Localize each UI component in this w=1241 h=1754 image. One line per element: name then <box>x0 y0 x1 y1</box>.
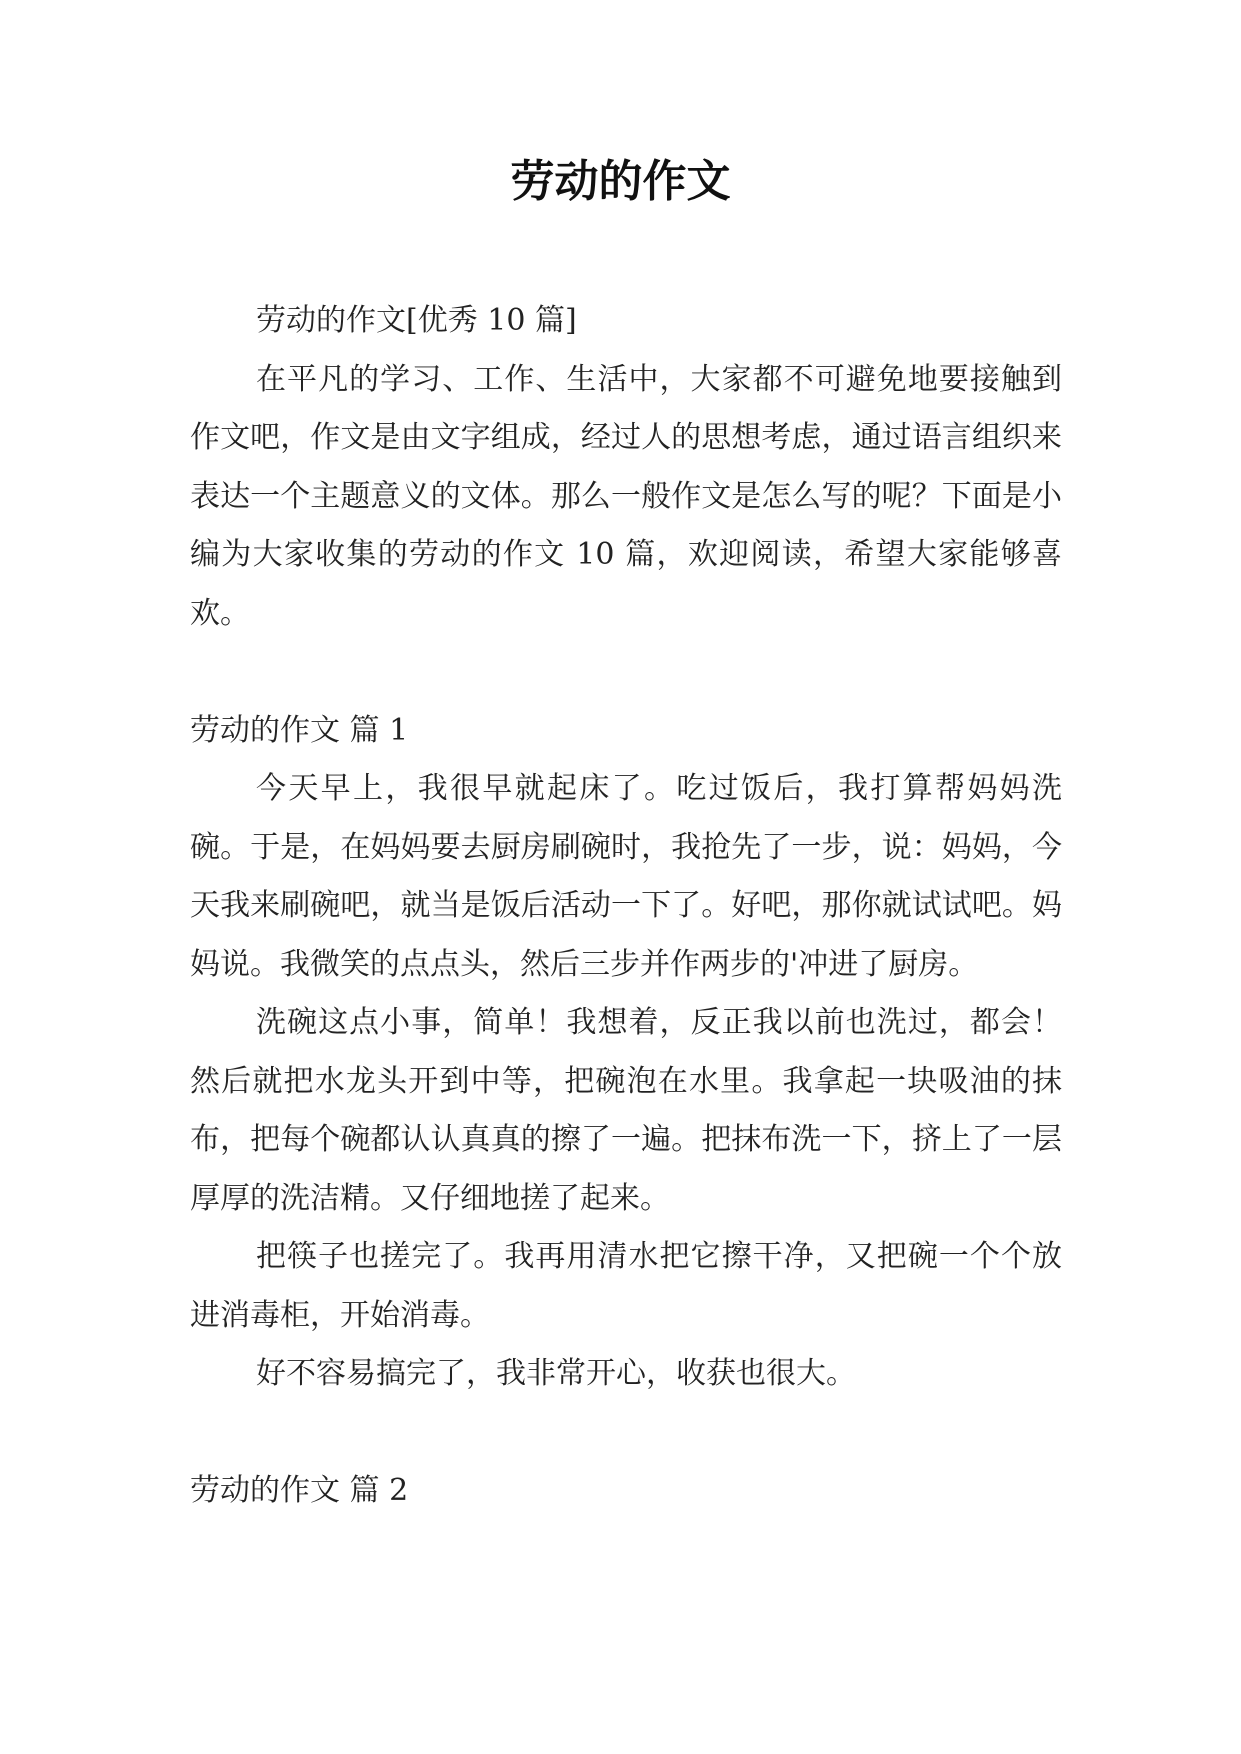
document-title: 劳动的作文 <box>510 156 731 207</box>
section-heading-2: 劳动的作文 篇 2 <box>190 1473 409 1508</box>
section-heading-1: 劳动的作文 篇 1 <box>190 712 409 748</box>
section-1-paragraph-3: 把筷子也搓完了。我再用清水把它擦干净，又把碗一个个放进消毒柜，开始消毒。 <box>190 1239 1062 1333</box>
intro-paragraph: 在平凡的学习、工作、生活中，大家都不可避免地要接触到作文吧，作文是由文字组成，经过人的思想考虑，通过语言组织来表达一个主题意义的文体。那么一般作文是怎么写的呢？下面是小编为大家收集的劳动的作文 10 篇，欢迎阅读，希望大家能够喜欢。 <box>190 361 1062 631</box>
intro-heading: 劳动的作文[优秀 10 篇] <box>256 303 577 338</box>
section-1-paragraph-1: 今天早上，我很早就起床了。吃过饭后，我打算帮妈妈洗碗。于是，在妈妈要去厨房刷碗时，我抢先了一步，说：妈妈，今天我来刷碗吧，就当是饭后活动一下了。好吧，那你就试试吧。妈妈说。我微笑的点点头，然后三步并作两步的'冲进了厨房。 <box>190 771 1062 982</box>
section-1-paragraph-2: 洗碗这点小事，简单！我想着，反正我以前也洗过，都会！然后就把水龙头开到中等，把碗泡在水里。我拿起一块吸油的抹布，把每个碗都认认真真的擦了一遍。把抹布洗一下，挤上了一层厚厚的洗洁精。又仔细地搓了起来。 <box>190 1005 1062 1216</box>
document-body <box>190 292 1062 1521</box>
section-1-paragraph-4: 好不容易搞完了，我非常开心，收获也很大。 <box>256 1356 856 1391</box>
